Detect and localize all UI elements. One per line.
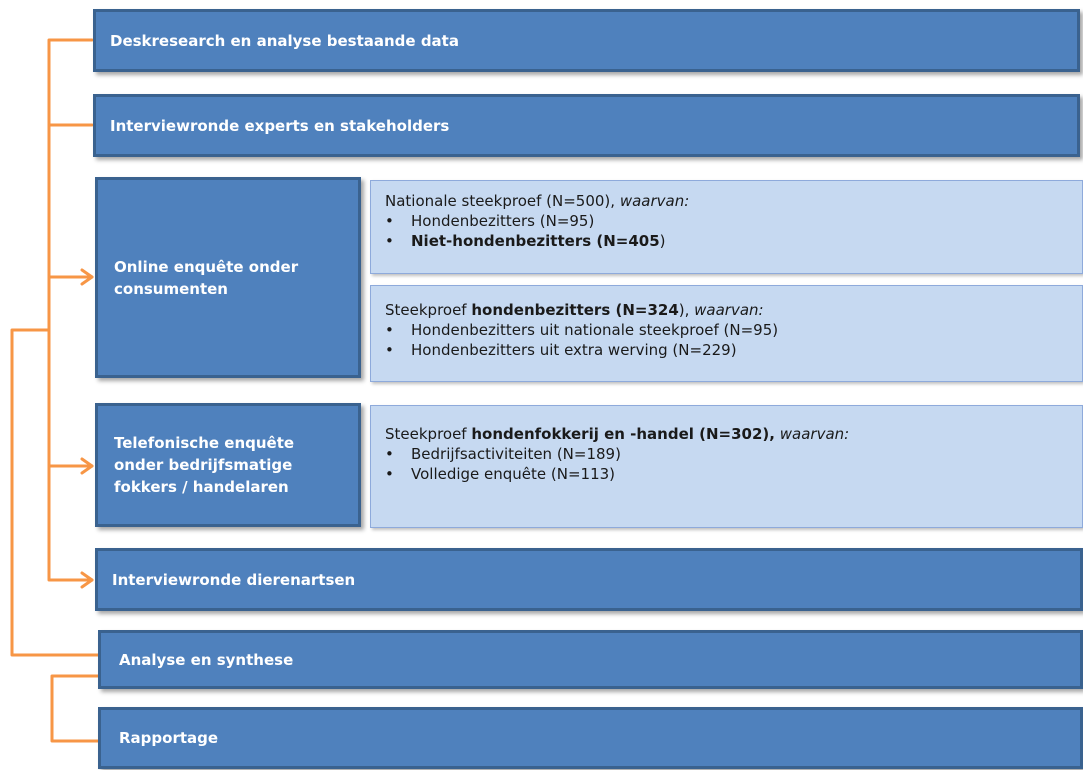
sample-hondenbezitters-title — [385, 300, 1068, 320]
sample-fokkerij-item: Bedrijfsactiviteiten (N=189) — [411, 445, 621, 463]
sample-nationale-title-text: Nationale steekproef (N=500), — [385, 192, 620, 210]
sample-fokkerij-item: Volledige enquête (N=113) — [411, 465, 616, 483]
bullet: • — [385, 341, 394, 359]
box-analyse-label: Analyse en synthese — [119, 650, 294, 669]
box-interview-dierenartsen — [95, 548, 1083, 611]
list-item — [385, 340, 1068, 360]
title-bold: hondenfokkerij en -handel (N=302), — [471, 425, 775, 443]
box-interview-experts — [93, 94, 1080, 157]
sample-hondenbezitters-item: Hondenbezitters uit nationale steekproef (N=95) — [411, 321, 779, 339]
sample-nationale — [370, 180, 1083, 274]
box-deskresearch-label: Deskresearch en analyse bestaande data — [110, 31, 459, 50]
list-item — [385, 211, 1068, 231]
title-prefix: Steekproef — [385, 301, 472, 319]
bullet: • — [385, 465, 394, 483]
bullet: • — [385, 232, 394, 250]
box-rapportage — [98, 707, 1083, 769]
connector-bracket-main — [49, 40, 92, 580]
sample-nationale-title-suffix: waarvan: — [619, 192, 690, 210]
list-item — [385, 464, 1068, 484]
bullet: • — [385, 445, 394, 463]
sample-hondenbezitters-item: Hondenbezitters uit extra werving (N=229) — [411, 341, 737, 359]
box-telefonische-enquete-label: Telefonische enquête onder bedrijfsmatige fokkers / handelaren — [114, 434, 295, 496]
sample-nationale-item-bold: Niet-hondenbezitters (N=405 — [411, 232, 660, 250]
list-item — [385, 231, 1068, 251]
title-prefix: Steekproef — [385, 425, 472, 443]
title-suffix: waarvan: — [694, 301, 764, 319]
sample-fokkerij — [370, 405, 1083, 528]
box-online-enquete — [95, 177, 361, 378]
sample-fokkerij-title — [385, 424, 1068, 444]
list-item — [385, 320, 1068, 340]
sample-hondenbezitters — [370, 285, 1083, 382]
sample-nationale-item-close: ) — [659, 232, 666, 250]
bullet: • — [385, 321, 394, 339]
box-interview-dierenartsen-label: Interviewronde dierenartsen — [112, 570, 356, 589]
box-rapportage-label: Rapportage — [119, 729, 219, 747]
bullet: • — [385, 212, 394, 230]
title-bold: hondenbezitters (N=324 — [471, 301, 679, 319]
box-deskresearch — [93, 9, 1080, 72]
list-item — [385, 444, 1068, 464]
box-online-enquete-label: Online enquête onder consumenten — [114, 257, 299, 298]
box-interview-experts-label: Interviewronde experts en stakeholders — [110, 116, 450, 135]
box-telefonische-enquete — [95, 403, 361, 527]
sample-nationale-title — [385, 191, 1068, 211]
title-mid: ), — [678, 301, 695, 319]
box-analyse — [98, 630, 1083, 689]
sample-nationale-item: Hondenbezitters (N=95) — [411, 212, 595, 230]
title-suffix: waarvan: — [774, 425, 850, 443]
